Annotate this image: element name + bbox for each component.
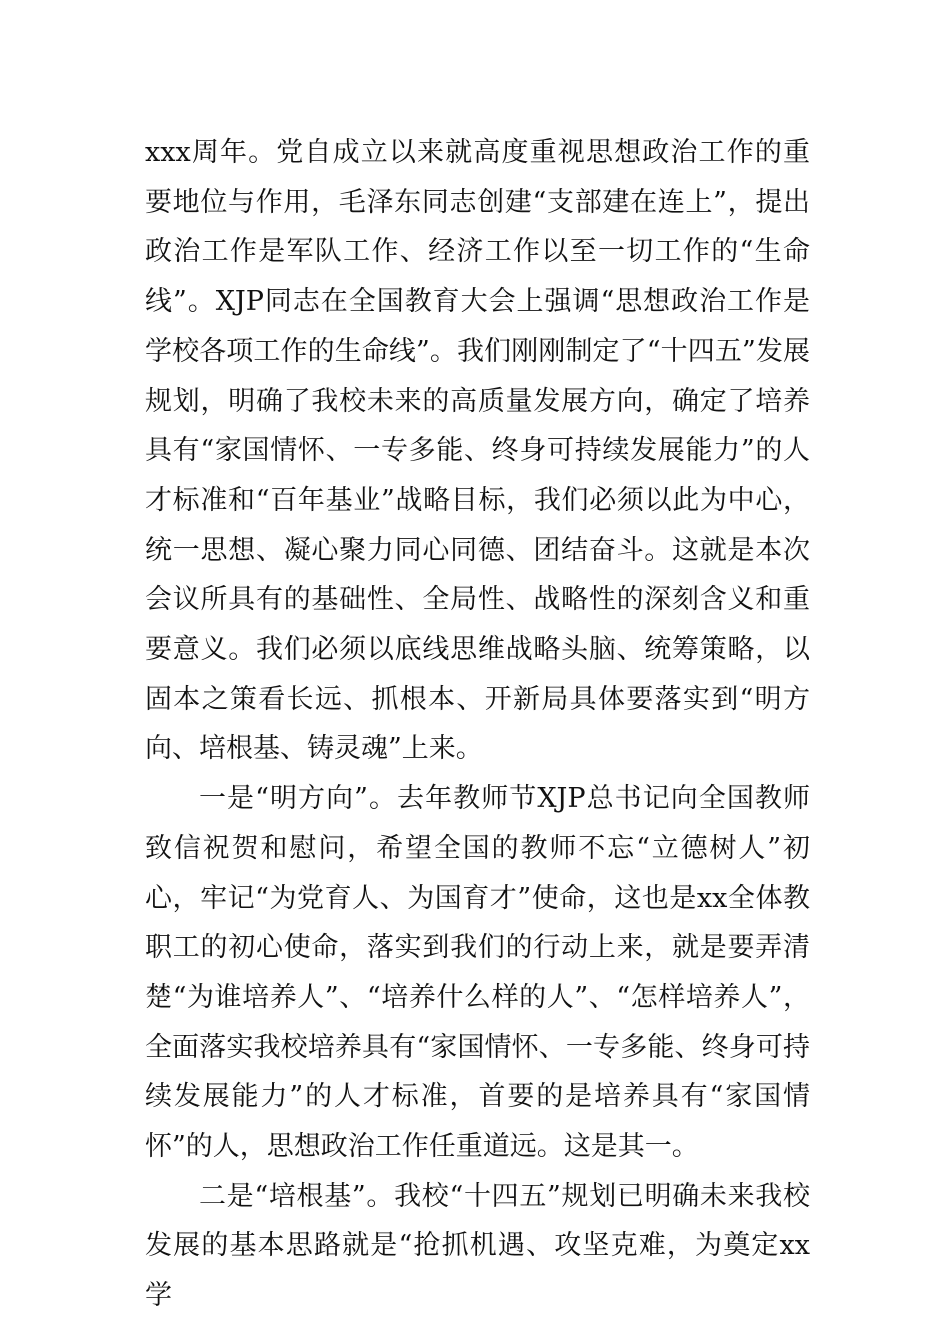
paragraph-direction: 一是“明方向”。去年教师节XJP总书记向全国教师致信祝贺和慰问，希望全国的教师不忘“立德树人”初心，牢记“为党育人、为国育才”使命，这也是xx全体教职工的初心使命，落实到我们的行动上来，就是要弄清楚“为谁培养人”、“培养什么样的人”、“怎样培养人”，全面落实我校培养具有“家国情怀、一专多能、终身可持续发展能力”的人才标准，首要的是培养具有“家国情怀”的人，思想政治工作任重道远。这是其一。 bbox=[145, 783, 810, 1163]
document-body bbox=[145, 128, 810, 1321]
paragraph-foundation: 二是“培根基”。我校“十四五”规划已明确未来我校发展的基本思路就是“抢抓机遇、攻坚克难，为奠定xx学 bbox=[145, 1180, 810, 1312]
paragraph-intro: xxx周年。党自成立以来就高度重视思想政治工作的重要地位与作用，毛泽东同志创建“支部建在连上”，提出政治工作是军队工作、经济工作以至一切工作的“生命线”。XJP同志在全国教育大会上强调“思想政治工作是学校各项工作的生命线”。我们刚刚制定了“十四五”发展规划，明确了我校未来的高质量发展方向，确定了培养具有“家国情怀、一专多能、终身可持续发展能力”的人才标准和“百年基业”战略目标，我们必须以此为中心，统一思想、凝心聚力同心同德、团结奋斗。这就是本次会议所具有的基础性、全局性、战略性的深刻含义和重要意义。我们必须以底线思维战略头脑、统筹策略，以固本之策看长远、抓根本、开新局具体要落实到“明方向、培根基、铸灵魂”上来。 bbox=[145, 137, 810, 765]
